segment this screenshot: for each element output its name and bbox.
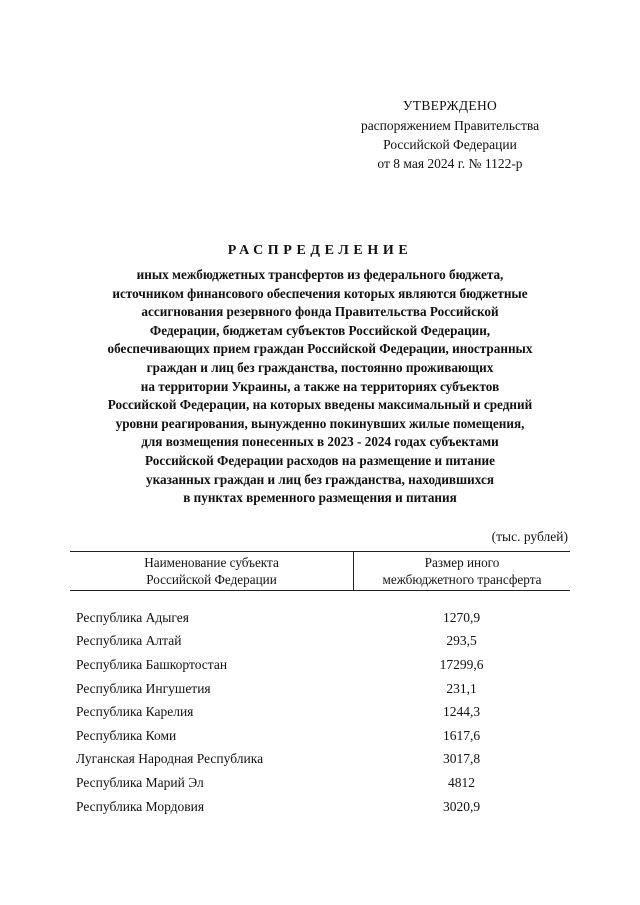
header-text: Размер иного	[424, 555, 500, 570]
table-row	[70, 795, 570, 819]
table-row	[70, 606, 570, 630]
subtitle-line: Федерации, бюджетам субъектов Российской Федерации,	[149, 322, 491, 338]
table-row	[70, 748, 570, 772]
subtitle-line: Российской Федерации расходов на размещение и питание	[145, 452, 495, 468]
region-name: Республика Марий Эл	[76, 774, 204, 790]
table-row	[70, 630, 570, 654]
transfer-amount: 1270,9	[442, 609, 481, 625]
units-label: (тыс. рублей)	[491, 529, 568, 544]
subtitle-line: граждан и лиц без гражданства, постоянно проживающих	[146, 359, 494, 375]
transfer-amount: 3020,9	[442, 798, 481, 814]
column-header-region	[70, 552, 354, 590]
table-row	[70, 724, 570, 748]
header-text: Наименование субъекта	[144, 555, 279, 570]
approval-stamp	[330, 96, 570, 173]
subtitle-line: ассигнования резервного фонда Правительства Российской	[141, 304, 499, 320]
approval-line: распоряжением Правительства	[360, 118, 540, 133]
table-row	[70, 677, 570, 701]
transfer-amount: 231,1	[446, 680, 477, 696]
table-body	[70, 606, 570, 818]
subtitle-line: Российской Федерации, на которых введены максимальный и средний	[107, 397, 533, 413]
subtitle-line: на территории Украины, а также на территориях субъектов	[140, 378, 500, 394]
document-subtitle	[60, 266, 580, 508]
transfer-amount: 1244,3	[442, 704, 481, 720]
table-header	[70, 551, 570, 591]
subtitle-line: источником финансового обеспечения которых являются бюджетные	[112, 285, 528, 301]
table-row	[70, 653, 570, 677]
region-name: Республика Адыгея	[76, 609, 189, 625]
document-title: РАСПРЕДЕЛЕНИЕ	[227, 243, 413, 258]
approval-date: от 8 мая 2024 г. № 1122-р	[377, 156, 523, 171]
approval-heading: УТВЕРЖДЕНО	[402, 98, 498, 113]
header-text: межбюджетного трансферта	[382, 571, 542, 587]
transfer-amount: 17299,6	[439, 656, 484, 672]
region-name: Республика Башкортостан	[76, 656, 228, 672]
subtitle-line: уровни реагирования, вынужденно покинувших жилые помещения,	[115, 415, 525, 431]
transfer-amount: 293,5	[446, 633, 477, 649]
subtitle-line: указанных граждан и лиц без гражданства, находившихся	[146, 471, 494, 487]
distribution-table	[70, 551, 570, 818]
subtitle-line: иных межбюджетных трансфертов из федерального бюджета,	[136, 267, 504, 282]
region-name: Республика Мордовия	[76, 798, 205, 814]
approval-line: Российской Федерации	[383, 137, 517, 152]
region-name: Республика Карелия	[76, 704, 194, 720]
transfer-amount: 1617,6	[442, 727, 481, 743]
transfer-amount: 3017,8	[442, 751, 481, 767]
region-name: Республика Коми	[76, 727, 177, 743]
transfer-amount: 4812	[448, 774, 475, 790]
table-row	[70, 700, 570, 724]
region-name: Луганская Народная Республика	[76, 751, 264, 767]
region-name: Республика Ингушетия	[76, 680, 211, 696]
subtitle-line: для возмещения понесенных в 2023 - 2024 годах субъектами	[141, 434, 499, 450]
subtitle-line: в пунктах временного размещения и питания	[183, 490, 457, 506]
table-row	[70, 771, 570, 795]
header-text: Российской Федерации	[146, 571, 277, 587]
column-header-amount	[354, 552, 570, 590]
region-name: Республика Алтай	[76, 633, 182, 649]
subtitle-line: обеспечивающих прием граждан Российской Федерации, иностранных	[107, 341, 533, 357]
